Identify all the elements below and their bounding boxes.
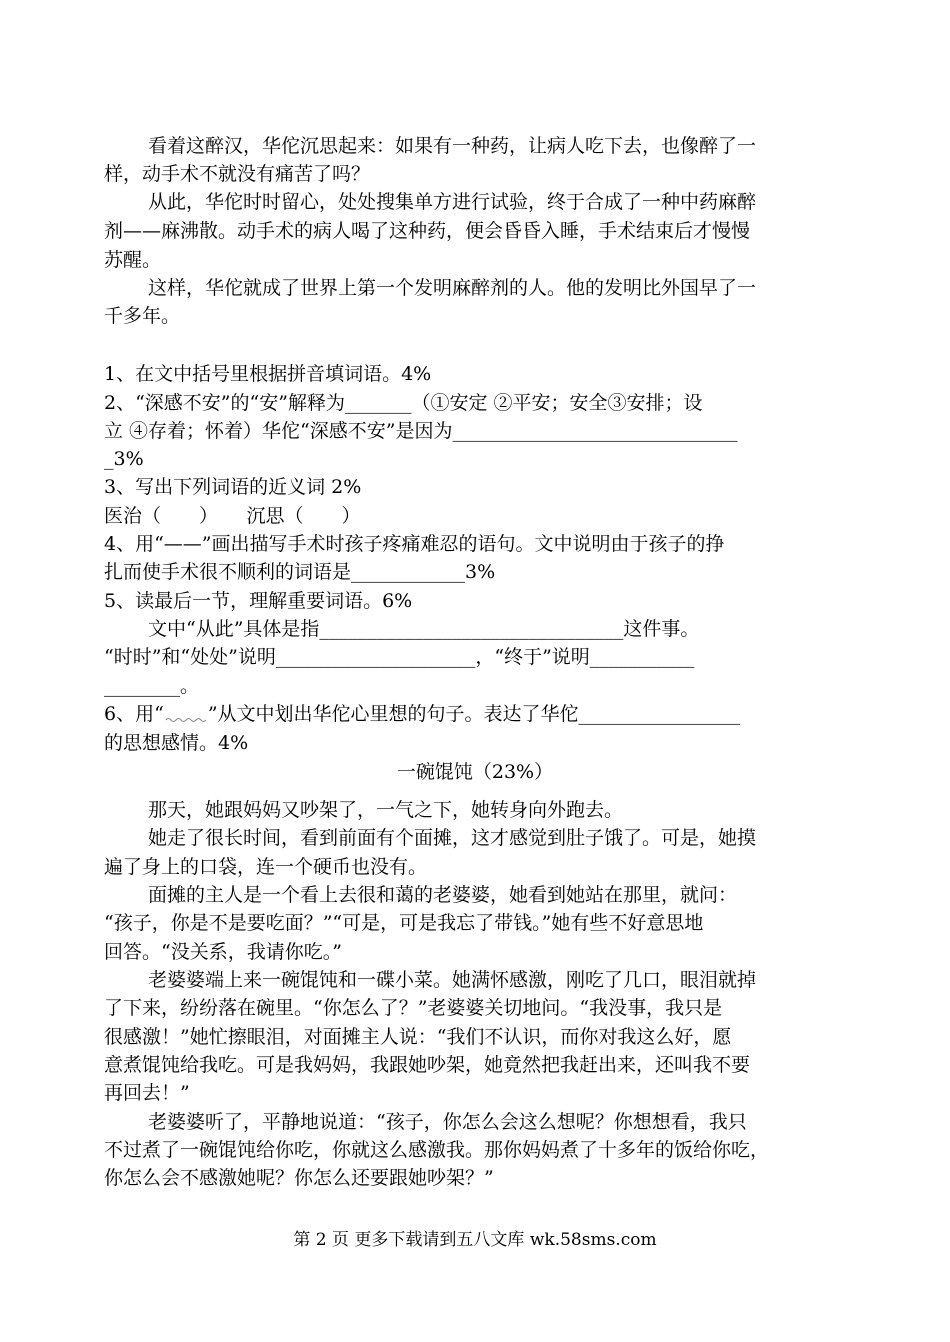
question-5: 5、读最后一节，理解重要词语。6%: [104, 590, 413, 612]
wavy-underline-mark: [164, 708, 208, 722]
page-footer: 第 2 页 更多下载请到五八文库 wk.58sms.com: [293, 1230, 657, 1250]
passage2-title: 一碗馄饨（23%）: [396, 761, 554, 783]
passage1-p1-line2: 样，动手术不就没有痛苦了吗？: [104, 163, 371, 185]
passage1-p1-line1: 看着这醉汉，华佗沉思起来：如果有一种药，让病人吃下去，也像醉了一: [148, 135, 757, 157]
question-2-line1: 2、“深感不安”的“安”解释为_______（①安定 ②平安；安全③安排；设: [104, 392, 703, 414]
passage2-p4-line2: 了下来，纷纷落在碗里。“你怎么了？”老婆婆关切地问。“我没事，我只是: [104, 997, 723, 1019]
question-4-line2: 扎而使手术很不顺利的词语是____________3%: [104, 561, 496, 583]
passage1-p2-line2: 剂——麻沸散。动手术的病人喝了这种药，便会昏昏入睡，手术结束后才慢慢: [104, 220, 751, 242]
passage2-p4-line4: 意煮馄饨给我吃。可是我妈妈，我跟她吵架，她竟然把我赶出来，还叫我不要: [104, 1054, 751, 1076]
passage1-p3-line1: 这样，华佗就成了世界上第一个发明麻醉剂的人。他的发明比外国早了一: [148, 277, 757, 299]
passage2-p3-line2: “孩子，你是不是要吃面？”“可是，可是我忘了带钱。”她有些不好意思地: [104, 912, 704, 934]
question-2-line2: 立 ④存着；怀着）华佗“深感不安”是因为______________________________: [104, 420, 738, 442]
passage2-p3-line1: 面摊的主人是一个看上去很和蔼的老婆婆，她看到她站在那里，就问：: [148, 884, 738, 906]
passage2-p5-line2: 不过煮了一碗馄饨给你吃，你就这么感激我。那你妈妈煮了十多年的饭给你吃，: [104, 1139, 770, 1161]
passage2-p5-line3: 你怎么会不感激她呢？你怎么还要跟她吵架？”: [104, 1167, 494, 1189]
passage2-p2-line2: 遍了身上的口袋，连一个硬币也没有。: [104, 856, 428, 878]
passage2-p2-line1: 她走了很长时间，看到前面有个面摊，这才感觉到肚子饿了。可是，她摸: [148, 827, 757, 849]
question-6-suffix: ”从文中划出华佗心里想的句子。表达了华佗_________________: [207, 703, 741, 725]
passage2-p5-line1: 老婆婆听了，平静地说道：“孩子，你怎么会这么想呢？你想想看，我只: [148, 1111, 747, 1133]
passage1-p3-line2: 千多年。: [104, 305, 181, 327]
question-4-line1: 4、用“——”画出描写手术时孩子疼痛难忍的语句。文中说明由于孩子的挣: [104, 533, 725, 555]
question-2-line3: _3%: [104, 448, 144, 470]
passage1-p2-line3: 苏醒。: [104, 249, 162, 271]
passage2-p1: 那天，她跟妈妈又吵架了，一气之下，她转身向外跑去。: [148, 799, 624, 821]
passage1-p2-line1: 从此，华佗时时留心，处处搜集单方进行试验，终于合成了一种中药麻醉: [148, 191, 757, 213]
question-5-line3: ________。: [104, 675, 200, 697]
passage2-p3-line3: 回答。“没关系，我请你吃。”: [104, 941, 342, 963]
question-1: 1、在文中括号里根据拼音填词语。4%: [104, 363, 432, 385]
question-6-line2: 的思想感情。4%: [104, 732, 249, 754]
question-5-line1: 文中“从此”具体是指________________________________这件事。: [148, 618, 700, 640]
passage2-p4-line5: 再回去！”: [104, 1082, 190, 1104]
passage2-p4-line3: 很感激！”她忙擦眼泪，对面摊主人说：“我们不认识，而你对我这么好，愿: [104, 1026, 732, 1048]
question-6-line1: [104, 702, 846, 726]
question-3: 3、写出下列词语的近义词 2%: [104, 476, 362, 498]
passage2-p4-line1: 老婆婆端上来一碗馄饨和一碟小菜。她满怀感激，刚吃了几口，眼泪就掉: [148, 969, 757, 991]
question-5-line2: “时时”和“处处”说明_____________________，“终于”说明___________: [104, 646, 695, 668]
question-6-prefix: 6、用“: [104, 703, 164, 725]
question-3-words: 医治（ ） 沉思（ ）: [104, 505, 361, 527]
